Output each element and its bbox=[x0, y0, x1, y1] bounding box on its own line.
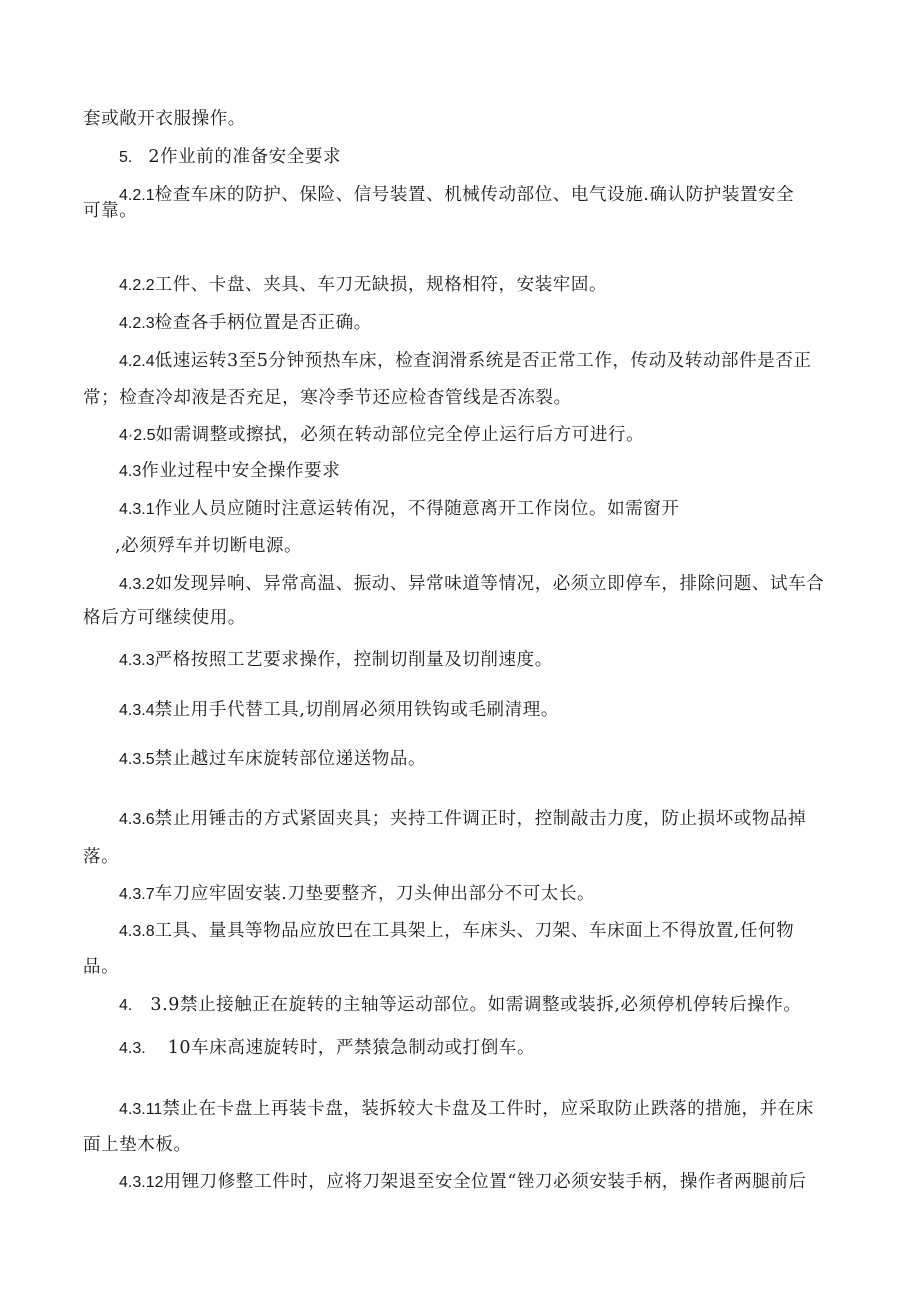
text-line: 套或敞开衣服操作。 bbox=[83, 109, 246, 129]
text-line: 品。 bbox=[83, 957, 120, 977]
text-line: 常；检查冷却液是否充足，寒冷季节还应检杳管线是否冻裂。 bbox=[83, 388, 572, 408]
text-line: 4.2.1检查车床的防护、保险、信号装置、机械传动部位、电气设施.确认防护装置安全 bbox=[119, 185, 795, 205]
text-line: 4.3.3严格按照工艺要求操作，控制切削量及切削速度。 bbox=[119, 650, 553, 670]
text-line: 4·2.5如需调整或擦拭，必须在转动部位完全停止运行后方可进行。 bbox=[119, 425, 645, 445]
section-heading: 5. 2作业前的准备安全要求 bbox=[119, 147, 342, 167]
text-line: 4.3.4禁止用手代替工具,切削屑必须用铁钩或毛刷清理。 bbox=[119, 700, 559, 720]
text-line: 4.3.12用锂刀修整工件时，应将刀架退至安全位置“锉刀必须安装手柄，操作者两腿前后 bbox=[119, 1172, 807, 1192]
text-line: 落。 bbox=[83, 847, 120, 867]
text-line: 可靠。 bbox=[83, 201, 138, 221]
text-line: 4.3.7车刀应牢固安装.刀垫要整齐，刀头伸出部分不可太长。 bbox=[119, 884, 596, 904]
text-line: 面上垫木板。 bbox=[83, 1135, 192, 1155]
text-line: 4.3.2如发现异响、异常高温、振动、异常味道等情况，必须立即停车，排除问题、试车合 bbox=[119, 574, 825, 594]
text-line: 4.3.6禁止用锤击的方式紧固夹具；夹持工件调正时，控制敲击力度，防止损坏或物品掉 bbox=[119, 809, 807, 829]
text-line: 4.3.5禁止越过车床旋转部位递送物品。 bbox=[119, 749, 427, 769]
text-line: ,必须殍车并切断电源。 bbox=[115, 536, 303, 556]
text-line: 4.3.1作业人员应随时注意运转侑况，不得随意离开工作岗位。如需窗开 bbox=[119, 499, 680, 519]
section-heading: 4.3作业过程中安全操作要求 bbox=[119, 461, 341, 481]
text-line: 4. 3.9禁止接触正在旋转的主轴等运动部位。如需调整或装拆,必须停机停转后操作。 bbox=[119, 995, 802, 1015]
text-line: 4.2.2工件、卡盘、夹具、车刀无缺损，规格相符，安装牢固。 bbox=[119, 275, 608, 295]
text-line: 4.2.3检查各手柄位置是否正确。 bbox=[119, 313, 372, 333]
text-line: 4.3.8工具、量具等物品应放巴在工具架上，车床头、刀架、车床面上不得放置,任何物 bbox=[119, 921, 795, 941]
text-line: 格后方可继续使用。 bbox=[83, 608, 246, 628]
text-line: 4.2.4低速运转3至5分钟预热车床，检查润滑系统是否正常工作，传动及转动部件是否正 bbox=[119, 351, 812, 371]
text-line: 4.3. 10车床高速旋转时，严禁猿急制动或打倒车。 bbox=[119, 1038, 536, 1058]
text-line: 4.3.11禁止在卡盘上再装卡盘，装拆较大卡盘及工件时，应采取防止跌落的措施，并在床 bbox=[119, 1099, 814, 1119]
